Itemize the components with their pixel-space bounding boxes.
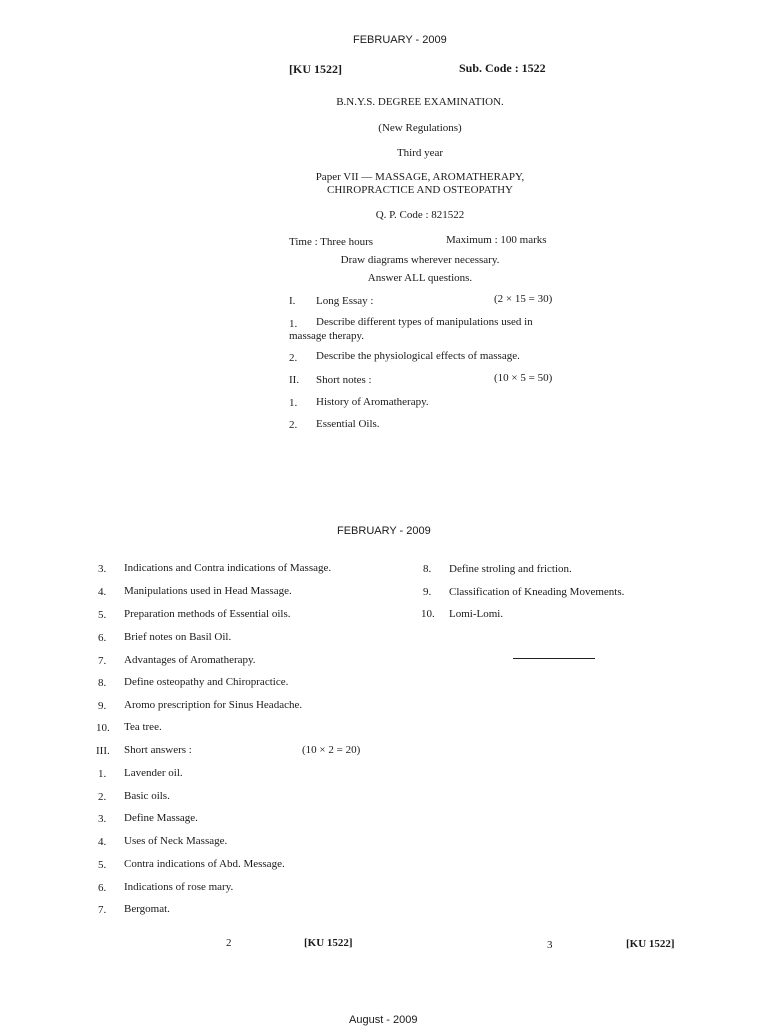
question-text: Define stroling and friction. xyxy=(449,563,572,575)
section-marks: (2 × 15 = 30) xyxy=(494,293,553,305)
question-number: 2. xyxy=(289,419,298,431)
qp-code: Q. P. Code : 821522 xyxy=(375,209,465,221)
regulations: (New Regulations) xyxy=(378,122,462,134)
question-text: Contra indications of Abd. Message. xyxy=(124,858,285,870)
exam-title: B.N.Y.S. DEGREE EXAMINATION. xyxy=(336,96,504,108)
question-text: History of Aromatherapy. xyxy=(316,396,429,408)
question-text: Classification of Kneading Movements. xyxy=(449,586,625,598)
question-text: Brief notes on Basil Oil. xyxy=(124,631,232,643)
question-text-continued: massage therapy. xyxy=(289,330,365,342)
question-text: Tea tree. xyxy=(124,721,162,733)
question-number: 10. xyxy=(96,722,110,734)
question-number: 10. xyxy=(421,608,435,620)
question-number: 8. xyxy=(98,677,107,689)
date-header: FEBRUARY - 2009 xyxy=(353,34,447,46)
section-title: Short answers : xyxy=(124,744,192,756)
section-number: III. xyxy=(96,745,110,757)
paper-title-line-2: CHIROPRACTICE AND OSTEOPATHY xyxy=(326,184,513,196)
question-text: Indications and Contra indications of Massage. xyxy=(124,562,332,574)
paper-title-line-1: Paper VII — MASSAGE, AROMATHERAPY, xyxy=(315,171,525,183)
section-title: Short notes : xyxy=(316,374,372,386)
paper-code: [KU 1522] xyxy=(289,62,342,76)
maximum-marks: Maximum : 100 marks xyxy=(446,234,547,246)
question-text: Describe different types of manipulations used in xyxy=(316,316,533,328)
question-number: 2. xyxy=(98,791,107,803)
instruction-diagrams: Draw diagrams wherever necessary. xyxy=(340,254,500,266)
section-marks: (10 × 5 = 50) xyxy=(494,372,553,384)
question-text: Advantages of Aromatherapy. xyxy=(124,654,256,666)
question-text: Essential Oils. xyxy=(316,418,380,430)
section-number: II. xyxy=(289,374,300,386)
section-marks: (10 × 2 = 20) xyxy=(302,744,361,756)
date-header: August - 2009 xyxy=(349,1014,418,1026)
question-text: Uses of Neck Massage. xyxy=(124,835,228,847)
question-number: 7. xyxy=(98,904,107,916)
instruction-answer-all: Answer ALL questions. xyxy=(367,272,473,284)
subject-code: Sub. Code : 1522 xyxy=(459,61,546,75)
question-number: 1. xyxy=(98,768,107,780)
question-text: Lomi-Lomi. xyxy=(449,608,504,620)
year: Third year xyxy=(396,147,444,159)
question-number: 7. xyxy=(98,655,107,667)
page-number: 3 xyxy=(547,939,553,951)
question-text: Lavender oil. xyxy=(124,767,183,779)
question-text: Preparation methods of Essential oils. xyxy=(124,608,291,620)
question-text: Bergomat. xyxy=(124,903,170,915)
question-number: 1. xyxy=(289,318,298,330)
section-title: Long Essay : xyxy=(316,295,374,307)
question-number: 6. xyxy=(98,632,107,644)
question-text: Basic oils. xyxy=(124,790,170,802)
question-number: 3. xyxy=(98,563,107,575)
question-text: Aromo prescription for Sinus Headache. xyxy=(124,699,303,711)
question-number: 8. xyxy=(423,563,432,575)
question-number: 6. xyxy=(98,882,107,894)
question-number: 9. xyxy=(98,700,107,712)
question-number: 9. xyxy=(423,586,432,598)
page-number: 2 xyxy=(226,937,232,949)
question-text: Describe the physiological effects of massage. xyxy=(316,350,520,362)
question-number: 1. xyxy=(289,397,298,409)
question-text: Indications of rose mary. xyxy=(124,881,234,893)
question-text: Define osteopathy and Chiropractice. xyxy=(124,676,289,688)
question-number: 4. xyxy=(98,836,107,848)
date-header: FEBRUARY - 2009 xyxy=(337,525,431,537)
question-text: Manipulations used in Head Massage. xyxy=(124,585,292,597)
question-number: 2. xyxy=(289,352,298,364)
section-number: I. xyxy=(289,295,296,307)
footer-code: [KU 1522] xyxy=(304,937,353,949)
question-text: Define Massage. xyxy=(124,812,198,824)
question-number: 5. xyxy=(98,859,107,871)
question-number: 4. xyxy=(98,586,107,598)
end-of-paper-rule xyxy=(513,658,595,659)
question-number: 5. xyxy=(98,609,107,621)
question-number: 3. xyxy=(98,813,107,825)
footer-code: [KU 1522] xyxy=(626,938,675,950)
time-allowed: Time : Three hours xyxy=(289,236,374,248)
